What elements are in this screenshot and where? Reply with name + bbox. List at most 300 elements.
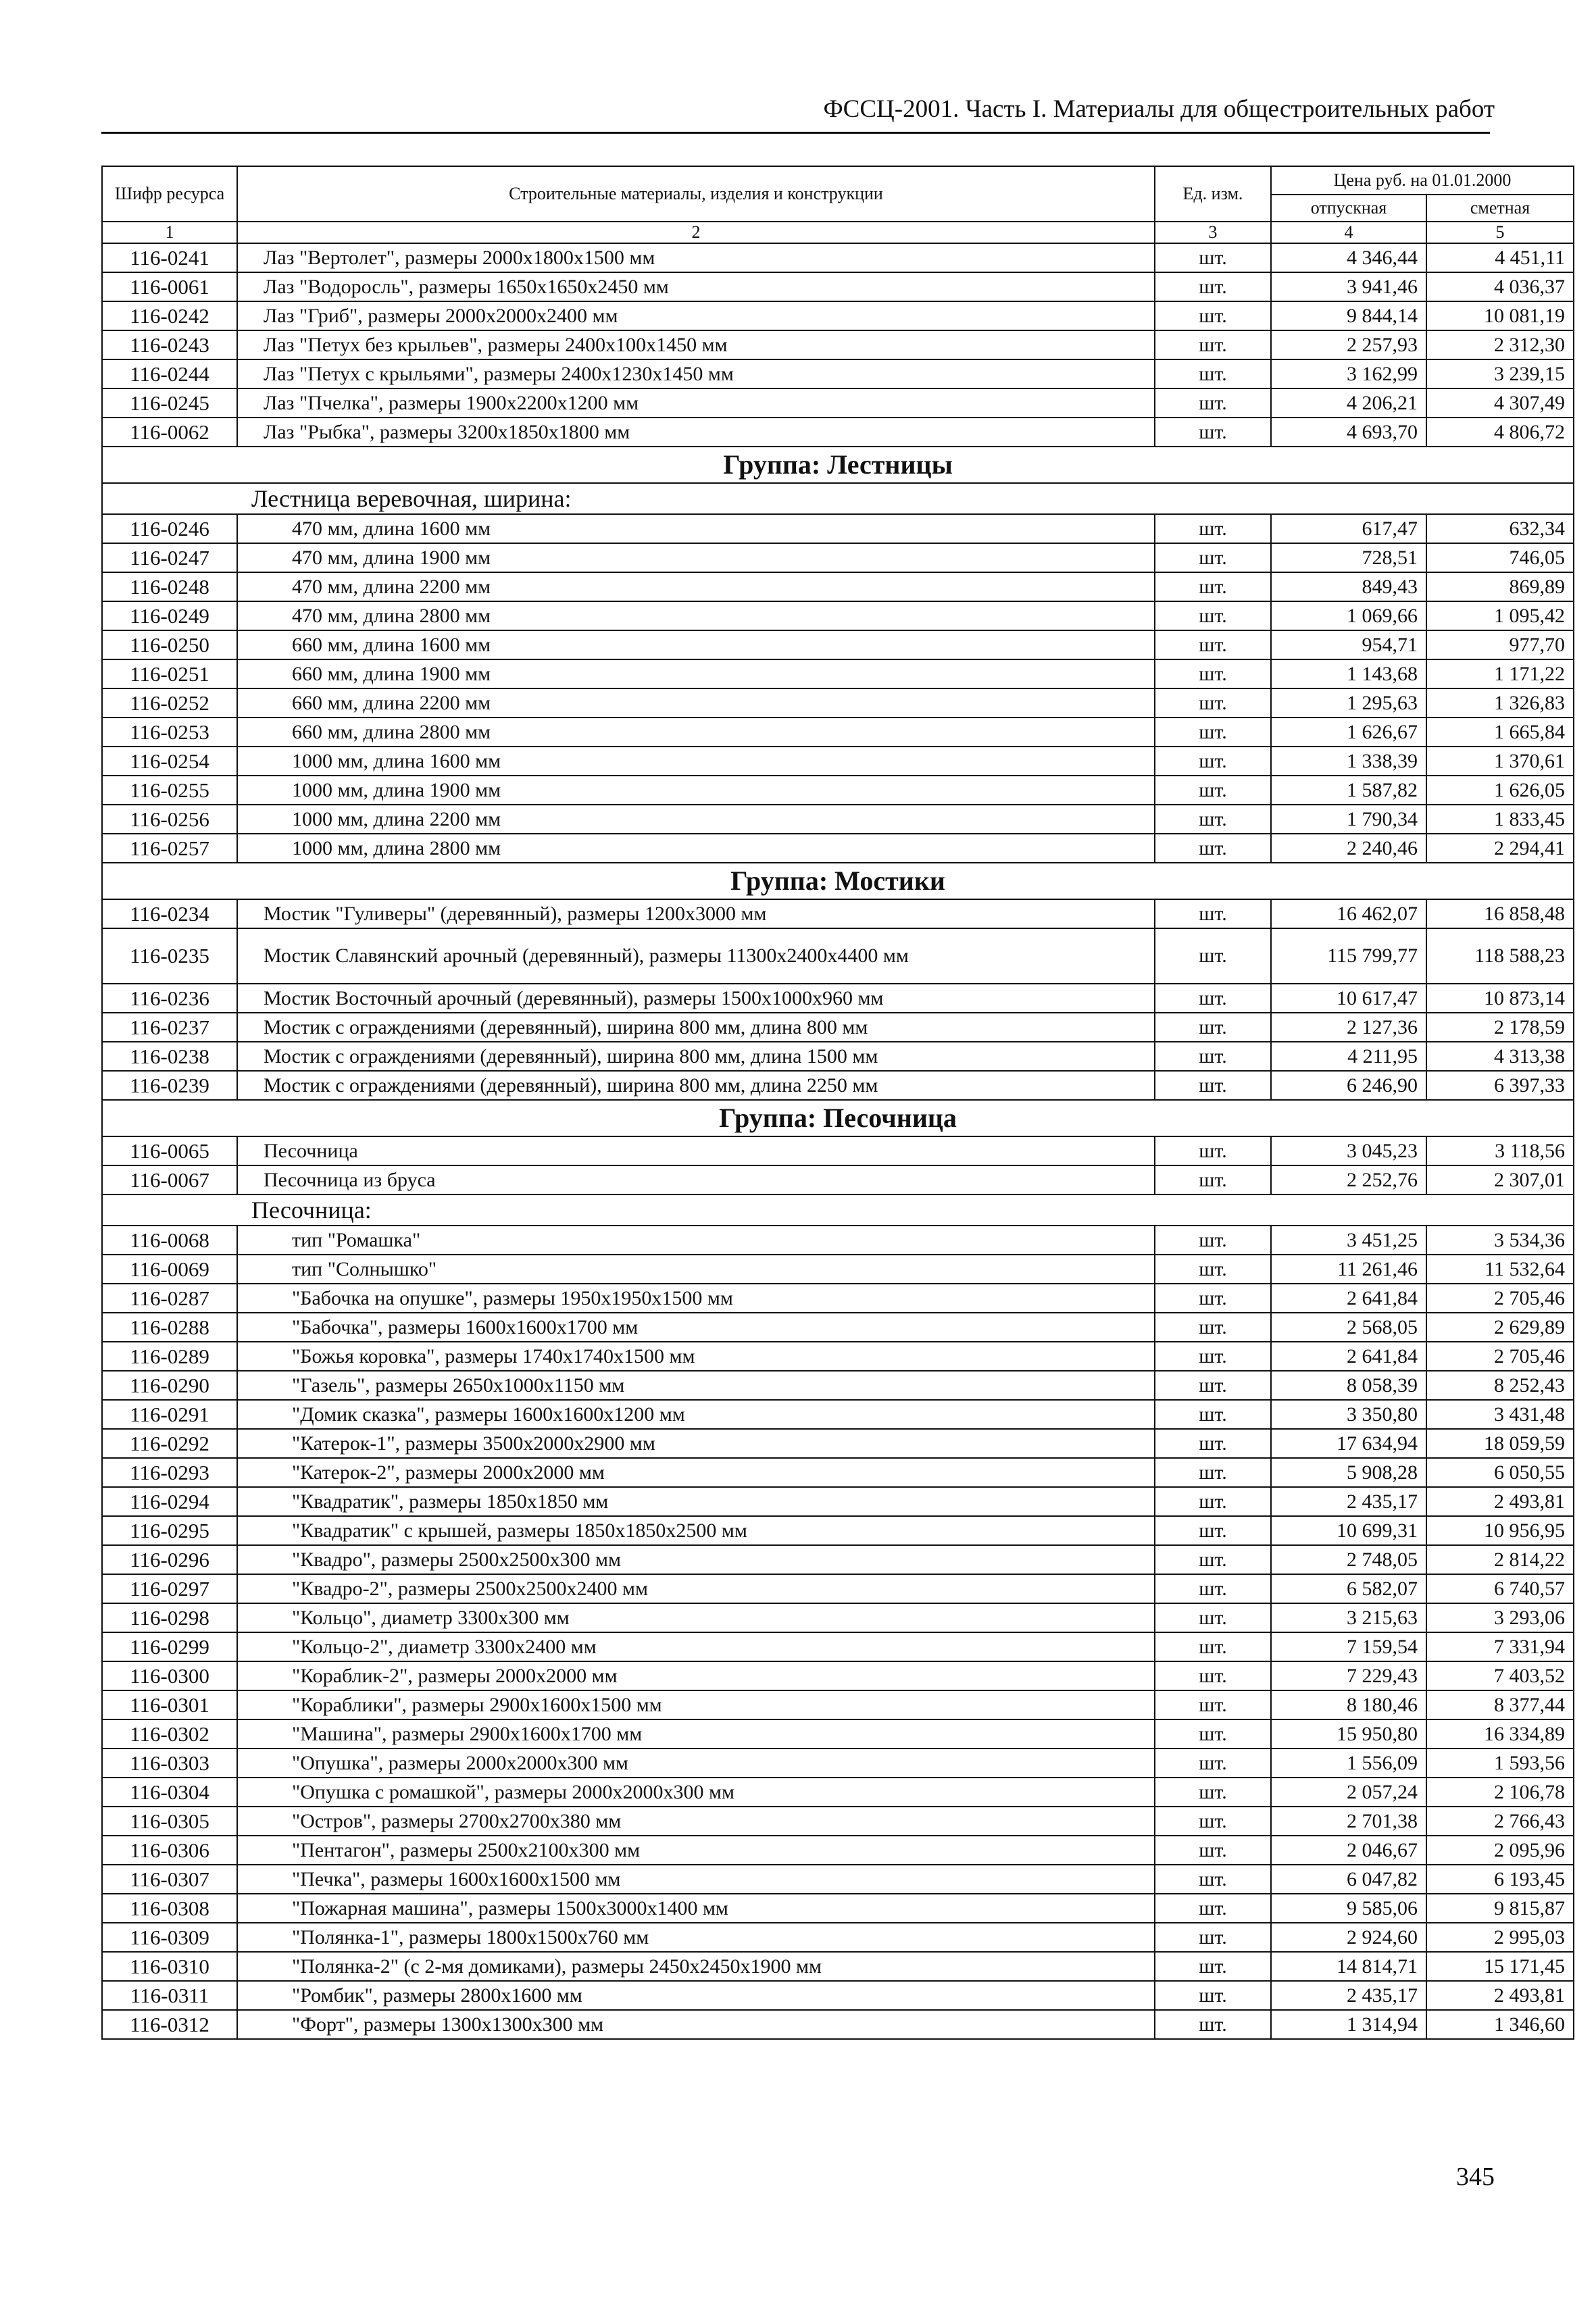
unit-cell: шт. [1155,359,1271,388]
estimate-price: 2 814,22 [1426,1545,1574,1574]
unit-cell: шт. [1155,1574,1271,1603]
table-row [102,1136,1574,1165]
material-name: Лаз "Петух без крыльев", размеры 2400x100x1450 мм [237,330,1155,359]
material-name: 1000 мм, длина 1900 мм [237,776,1155,805]
estimate-price: 3 239,15 [1426,359,1574,388]
material-name: "Полянка-1", размеры 1800x1500x760 мм [237,1923,1155,1952]
header-rule [101,132,1490,134]
table-row [102,1545,1574,1574]
release-price: 2 057,24 [1271,1778,1426,1807]
unit-cell: шт. [1155,1226,1271,1255]
estimate-price: 2 493,81 [1426,1487,1574,1516]
release-price: 4 346,44 [1271,243,1426,272]
table-row [102,984,1574,1013]
release-price: 3 045,23 [1271,1136,1426,1165]
unit-cell: шт. [1155,1952,1271,1981]
release-price: 2 240,46 [1271,834,1426,863]
material-name: 470 мм, длина 1600 мм [237,514,1155,543]
resource-code: 116-0301 [102,1690,237,1719]
material-name: Песочница [237,1136,1155,1165]
table-row [102,388,1574,418]
price-table-wrap [101,166,1565,2040]
unit-cell: шт. [1155,1719,1271,1749]
col-estimate-header: сметная [1426,195,1574,222]
estimate-price: 16 858,48 [1426,899,1574,928]
release-price: 728,51 [1271,543,1426,572]
material-name: "Квадро", размеры 2500x2500x300 мм [237,1545,1155,1574]
resource-code: 116-0297 [102,1574,237,1603]
unit-cell: шт. [1155,1042,1271,1071]
unit-cell: шт. [1155,388,1271,418]
resource-code: 116-0255 [102,776,237,805]
material-name: "Кораблики", размеры 2900x1600x1500 мм [237,1690,1155,1719]
subheading-row [102,483,1574,514]
table-row [102,1429,1574,1458]
material-name: "Полянка-2" (с 2-мя домиками), размеры 2450x2450x1900 мм [237,1952,1155,1981]
resource-code: 116-0293 [102,1458,237,1487]
release-price: 2 257,93 [1271,330,1426,359]
table-row [102,418,1574,447]
estimate-price: 6 740,57 [1426,1574,1574,1603]
release-price: 2 435,17 [1271,1981,1426,2010]
group-header-row [102,1100,1574,1136]
resource-code: 116-0254 [102,747,237,776]
unit-cell: шт. [1155,659,1271,688]
resource-code: 116-0251 [102,659,237,688]
unit-cell: шт. [1155,928,1271,984]
estimate-price: 869,89 [1426,572,1574,601]
release-price: 17 634,94 [1271,1429,1426,1458]
resource-code: 116-0299 [102,1632,237,1661]
material-name: "Бабочка на опушке", размеры 1950x1950x1500 мм [237,1284,1155,1313]
estimate-price: 8 377,44 [1426,1690,1574,1719]
material-name: "Печка", размеры 1600x1600x1500 мм [237,1865,1155,1894]
col-number: 1 [102,222,237,243]
estimate-price: 18 059,59 [1426,1429,1574,1458]
table-row [102,1342,1574,1371]
estimate-price: 746,05 [1426,543,1574,572]
material-name: Мостик Славянский арочный (деревянный), размеры 11300x2400x4400 мм [237,928,1155,984]
unit-cell: шт. [1155,601,1271,630]
release-price: 6 582,07 [1271,1574,1426,1603]
material-name: "Форт", размеры 1300x1300x300 мм [237,2010,1155,2039]
release-price: 14 814,71 [1271,1952,1426,1981]
estimate-price: 118 588,23 [1426,928,1574,984]
table-row [102,747,1574,776]
material-name: Лаз "Вертолет", размеры 2000x1800x1500 мм [237,243,1155,272]
resource-code: 116-0257 [102,834,237,863]
unit-cell: шт. [1155,1865,1271,1894]
unit-cell: шт. [1155,688,1271,718]
resource-code: 116-0061 [102,272,237,301]
estimate-price: 2 178,59 [1426,1013,1574,1042]
material-name: "Катерок-2", размеры 2000x2000 мм [237,1458,1155,1487]
release-price: 4 693,70 [1271,418,1426,447]
unit-cell: шт. [1155,630,1271,659]
estimate-price: 1 626,05 [1426,776,1574,805]
table-row [102,1284,1574,1313]
unit-cell: шт. [1155,718,1271,747]
release-price: 15 950,80 [1271,1719,1426,1749]
table-row [102,1690,1574,1719]
material-name: "Квадро-2", размеры 2500x2500x2400 мм [237,1574,1155,1603]
material-name: 470 мм, длина 2200 мм [237,572,1155,601]
release-price: 8 180,46 [1271,1690,1426,1719]
col-number: 3 [1155,222,1271,243]
resource-code: 116-0245 [102,388,237,418]
material-name: 1000 мм, длина 2200 мм [237,805,1155,834]
table-row [102,1865,1574,1894]
table-row [102,1071,1574,1100]
material-name: "Домик сказка", размеры 1600x1600x1200 мм [237,1400,1155,1429]
material-name: "Ромбик", размеры 2800x1600 мм [237,1981,1155,2010]
table-row [102,1487,1574,1516]
group-title: Группа: Лестницы [102,447,1574,483]
table-row [102,1400,1574,1429]
unit-cell: шт. [1155,1342,1271,1371]
estimate-price: 10 956,95 [1426,1516,1574,1545]
estimate-price: 6 050,55 [1426,1458,1574,1487]
estimate-price: 977,70 [1426,630,1574,659]
table-row [102,572,1574,601]
table-row [102,805,1574,834]
unit-cell: шт. [1155,1371,1271,1400]
estimate-price: 1 346,60 [1426,2010,1574,2039]
estimate-price: 2 766,43 [1426,1807,1574,1836]
price-table-body [102,243,1574,2039]
estimate-price: 2 705,46 [1426,1342,1574,1371]
unit-cell: шт. [1155,330,1271,359]
estimate-price: 4 036,37 [1426,272,1574,301]
estimate-price: 7 331,94 [1426,1632,1574,1661]
estimate-price: 4 806,72 [1426,418,1574,447]
resource-code: 116-0244 [102,359,237,388]
unit-cell: шт. [1155,1458,1271,1487]
resource-code: 116-0067 [102,1165,237,1194]
table-row [102,1516,1574,1545]
unit-cell: шт. [1155,1690,1271,1719]
col-price-header: Цена руб. на 01.01.2000 [1271,166,1574,195]
release-price: 1 338,39 [1271,747,1426,776]
material-name: "Божья коровка", размеры 1740x1740x1500 мм [237,1342,1155,1371]
price-table [101,166,1574,2040]
release-price: 3 451,25 [1271,1226,1426,1255]
resource-code: 116-0238 [102,1042,237,1071]
material-name: 1000 мм, длина 2800 мм [237,834,1155,863]
estimate-price: 15 171,45 [1426,1952,1574,1981]
material-name: Мостик "Гуливеры" (деревянный), размеры 1200x3000 мм [237,899,1155,928]
resource-code: 116-0237 [102,1013,237,1042]
resource-code: 116-0248 [102,572,237,601]
unit-cell: шт. [1155,1400,1271,1429]
resource-code: 116-0308 [102,1894,237,1923]
release-price: 3 162,99 [1271,359,1426,388]
resource-code: 116-0250 [102,630,237,659]
table-row [102,1165,1574,1194]
unit-cell: шт. [1155,776,1271,805]
material-name: "Кольцо", диаметр 3300x300 мм [237,1603,1155,1632]
resource-code: 116-0253 [102,718,237,747]
release-price: 115 799,77 [1271,928,1426,984]
table-row [102,1661,1574,1690]
resource-code: 116-0310 [102,1952,237,1981]
resource-code: 116-0249 [102,601,237,630]
unit-cell: шт. [1155,301,1271,330]
table-row [102,601,1574,630]
resource-code: 116-0292 [102,1429,237,1458]
release-price: 1 587,82 [1271,776,1426,805]
resource-code: 116-0236 [102,984,237,1013]
resource-code: 116-0309 [102,1923,237,1952]
release-price: 617,47 [1271,514,1426,543]
material-name: 660 мм, длина 1600 мм [237,630,1155,659]
group-header-row [102,863,1574,899]
estimate-price: 1 833,45 [1426,805,1574,834]
estimate-price: 2 705,46 [1426,1284,1574,1313]
table-row [102,1371,1574,1400]
table-row [102,1836,1574,1865]
material-name: "Кольцо-2", диаметр 3300x2400 мм [237,1632,1155,1661]
material-name: Лаз "Петух с крыльями", размеры 2400x1230x1450 мм [237,359,1155,388]
resource-code: 116-0065 [102,1136,237,1165]
material-name: 660 мм, длина 2800 мм [237,718,1155,747]
unit-cell: шт. [1155,2010,1271,2039]
table-row [102,1894,1574,1923]
unit-cell: шт. [1155,514,1271,543]
release-price: 2 046,67 [1271,1836,1426,1865]
col-number: 5 [1426,222,1574,243]
subheading-label: Лестница веревочная, ширина: [102,483,1574,514]
estimate-price: 7 403,52 [1426,1661,1574,1690]
unit-cell: шт. [1155,1255,1271,1284]
table-row [102,514,1574,543]
group-header-row [102,447,1574,483]
release-price: 1 626,67 [1271,718,1426,747]
estimate-price: 1 593,56 [1426,1749,1574,1778]
group-title: Группа: Песочница [102,1100,1574,1136]
material-name: Мостик с ограждениями (деревянный), ширина 800 мм, длина 1500 мм [237,1042,1155,1071]
release-price: 1 295,63 [1271,688,1426,718]
release-price: 9 585,06 [1271,1894,1426,1923]
unit-cell: шт. [1155,1013,1271,1042]
estimate-price: 632,34 [1426,514,1574,543]
release-price: 16 462,07 [1271,899,1426,928]
material-name: Лаз "Пчелка", размеры 1900x2200x1200 мм [237,388,1155,418]
resource-code: 116-0247 [102,543,237,572]
estimate-price: 3 534,36 [1426,1226,1574,1255]
resource-code: 116-0069 [102,1255,237,1284]
release-price: 4 211,95 [1271,1042,1426,1071]
release-price: 10 699,31 [1271,1516,1426,1545]
estimate-price: 3 118,56 [1426,1136,1574,1165]
resource-code: 116-0246 [102,514,237,543]
resource-code: 116-0287 [102,1284,237,1313]
material-name: "Кораблик-2", размеры 2000x2000 мм [237,1661,1155,1690]
table-row [102,718,1574,747]
estimate-price: 2 095,96 [1426,1836,1574,1865]
material-name: Лаз "Гриб", размеры 2000x2000x2400 мм [237,301,1155,330]
unit-cell: шт. [1155,899,1271,928]
unit-cell: шт. [1155,1516,1271,1545]
estimate-price: 16 334,89 [1426,1719,1574,1749]
col-unit-header: Ед. изм. [1155,166,1271,222]
material-name: Песочница из бруса [237,1165,1155,1194]
material-name: 660 мм, длина 2200 мм [237,688,1155,718]
estimate-price: 3 293,06 [1426,1603,1574,1632]
table-row [102,2010,1574,2039]
release-price: 2 641,84 [1271,1342,1426,1371]
resource-code: 116-0290 [102,1371,237,1400]
release-price: 7 229,43 [1271,1661,1426,1690]
estimate-price: 2 995,03 [1426,1923,1574,1952]
material-name: тип "Ромашка" [237,1226,1155,1255]
unit-cell: шт. [1155,572,1271,601]
resource-code: 116-0239 [102,1071,237,1100]
estimate-price: 2 629,89 [1426,1313,1574,1342]
resource-code: 116-0311 [102,1981,237,2010]
estimate-price: 6 397,33 [1426,1071,1574,1100]
estimate-price: 4 313,38 [1426,1042,1574,1071]
table-row [102,1632,1574,1661]
estimate-price: 4 307,49 [1426,388,1574,418]
estimate-price: 2 106,78 [1426,1778,1574,1807]
release-price: 3 350,80 [1271,1400,1426,1429]
release-price: 7 159,54 [1271,1632,1426,1661]
material-name: Лаз "Водоросль", размеры 1650x1650x2450 мм [237,272,1155,301]
release-price: 3 215,63 [1271,1603,1426,1632]
material-name: "Машина", размеры 2900x1600x1700 мм [237,1719,1155,1749]
table-row [102,359,1574,388]
resource-code: 116-0242 [102,301,237,330]
resource-code: 116-0062 [102,418,237,447]
unit-cell: шт. [1155,1778,1271,1807]
estimate-price: 1 665,84 [1426,718,1574,747]
release-price: 1 143,68 [1271,659,1426,688]
table-row [102,243,1574,272]
table-row [102,659,1574,688]
subheading-label: Песочница: [102,1194,1574,1226]
material-name: 470 мм, длина 2800 мм [237,601,1155,630]
material-name: Мостик Восточный арочный (деревянный), размеры 1500x1000x960 мм [237,984,1155,1013]
table-row [102,272,1574,301]
release-price: 4 206,21 [1271,388,1426,418]
resource-code: 116-0303 [102,1749,237,1778]
unit-cell: шт. [1155,1807,1271,1836]
unit-cell: шт. [1155,1661,1271,1690]
material-name: 660 мм, длина 1900 мм [237,659,1155,688]
material-name: "Катерок-1", размеры 3500x2000x2900 мм [237,1429,1155,1458]
unit-cell: шт. [1155,1603,1271,1632]
resource-code: 116-0288 [102,1313,237,1342]
release-price: 2 127,36 [1271,1013,1426,1042]
estimate-price: 1 370,61 [1426,747,1574,776]
resource-code: 116-0241 [102,243,237,272]
table-row [102,899,1574,928]
resource-code: 116-0234 [102,899,237,928]
material-name: тип "Солнышко" [237,1255,1155,1284]
unit-cell: шт. [1155,1165,1271,1194]
table-row [102,1981,1574,2010]
table-row [102,1013,1574,1042]
col-release-header: отпускная [1271,195,1426,222]
table-row [102,1749,1574,1778]
material-name: "Квадратик", размеры 1850x1850 мм [237,1487,1155,1516]
release-price: 2 568,05 [1271,1313,1426,1342]
subheading-row [102,1194,1574,1226]
resource-code: 116-0235 [102,928,237,984]
release-price: 849,43 [1271,572,1426,601]
release-price: 2 924,60 [1271,1923,1426,1952]
resource-code: 116-0300 [102,1661,237,1690]
material-name: "Квадратик" с крышей, размеры 1850x1850x2500 мм [237,1516,1155,1545]
material-name: "Пентагон", размеры 2500x2100x300 мм [237,1836,1155,1865]
estimate-price: 10 081,19 [1426,301,1574,330]
table-row [102,1313,1574,1342]
table-row [102,688,1574,718]
unit-cell: шт. [1155,1749,1271,1778]
release-price: 2 748,05 [1271,1545,1426,1574]
material-name: "Пожарная машина", размеры 1500x3000x1400 мм [237,1894,1155,1923]
table-row [102,1923,1574,1952]
table-row [102,1574,1574,1603]
material-name: "Опушка с ромашкой", размеры 2000x2000x300 мм [237,1778,1155,1807]
table-row [102,1778,1574,1807]
estimate-price: 2 307,01 [1426,1165,1574,1194]
table-row [102,776,1574,805]
table-row [102,1226,1574,1255]
release-price: 8 058,39 [1271,1371,1426,1400]
release-price: 11 261,46 [1271,1255,1426,1284]
unit-cell: шт. [1155,1836,1271,1865]
release-price: 10 617,47 [1271,984,1426,1013]
col-number: 2 [237,222,1155,243]
unit-cell: шт. [1155,1894,1271,1923]
unit-cell: шт. [1155,1284,1271,1313]
material-name: "Опушка", размеры 2000x2000x300 мм [237,1749,1155,1778]
resource-code: 116-0256 [102,805,237,834]
resource-code: 116-0312 [102,2010,237,2039]
release-price: 5 908,28 [1271,1458,1426,1487]
unit-cell: шт. [1155,1313,1271,1342]
unit-cell: шт. [1155,1545,1271,1574]
estimate-price: 1 171,22 [1426,659,1574,688]
unit-cell: шт. [1155,1487,1271,1516]
resource-code: 116-0289 [102,1342,237,1371]
release-price: 2 641,84 [1271,1284,1426,1313]
estimate-price: 9 815,87 [1426,1894,1574,1923]
estimate-price: 4 451,11 [1426,243,1574,272]
material-name: Мостик с ограждениями (деревянный), ширина 800 мм, длина 2250 мм [237,1071,1155,1100]
table-row [102,1603,1574,1632]
unit-cell: шт. [1155,418,1271,447]
estimate-price: 3 431,48 [1426,1400,1574,1429]
table-row [102,1719,1574,1749]
unit-cell: шт. [1155,272,1271,301]
estimate-price: 1 095,42 [1426,601,1574,630]
material-name: "Остров", размеры 2700x2700x380 мм [237,1807,1155,1836]
resource-code: 116-0302 [102,1719,237,1749]
estimate-price: 10 873,14 [1426,984,1574,1013]
release-price: 2 435,17 [1271,1487,1426,1516]
material-name: Мостик с ограждениями (деревянный), ширина 800 мм, длина 800 мм [237,1013,1155,1042]
col-number: 4 [1271,222,1426,243]
release-price: 6 246,90 [1271,1071,1426,1100]
estimate-price: 2 294,41 [1426,834,1574,863]
estimate-price: 8 252,43 [1426,1371,1574,1400]
estimate-price: 2 312,30 [1426,330,1574,359]
resource-code: 116-0304 [102,1778,237,1807]
release-price: 3 941,46 [1271,272,1426,301]
